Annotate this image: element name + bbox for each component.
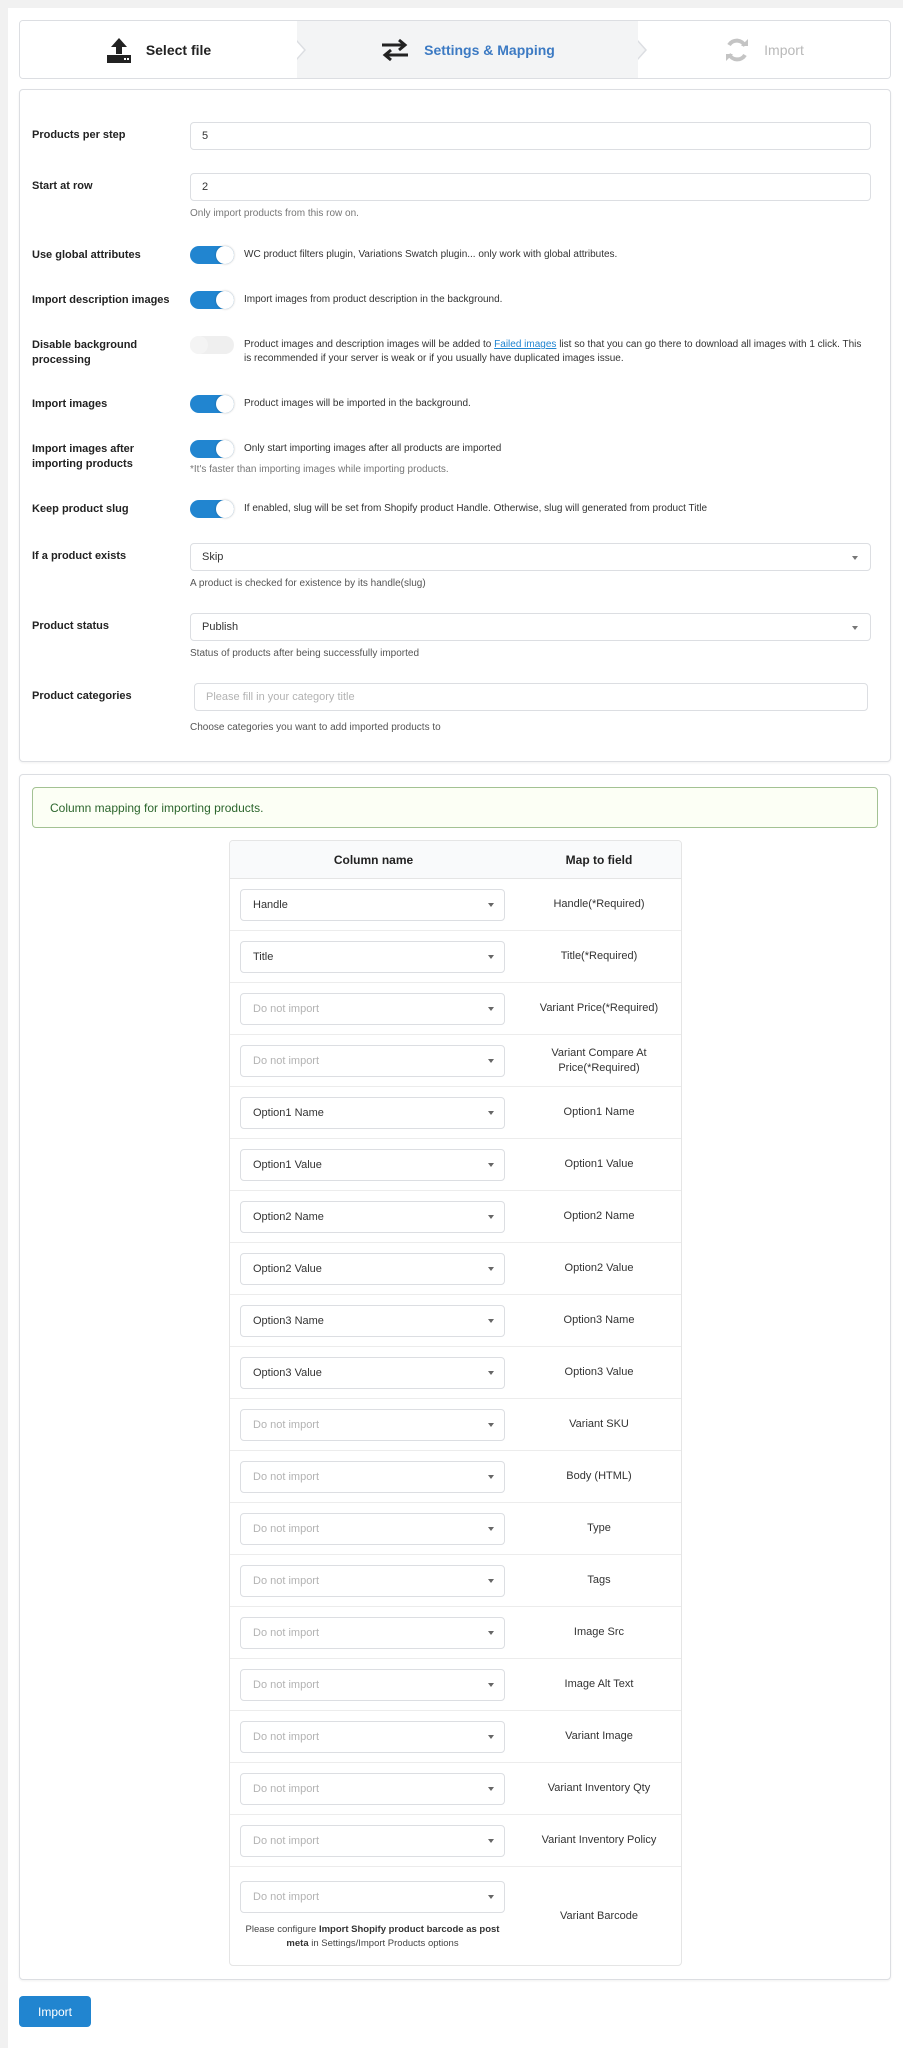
caret-down-icon bbox=[488, 1631, 494, 1635]
map-field-label: Variant Inventory Policy bbox=[541, 1834, 657, 1846]
help-text: Choose categories you want to add imported products to bbox=[190, 722, 441, 733]
step-label: Settings & Mapping bbox=[424, 41, 555, 58]
column-select[interactable] bbox=[240, 889, 505, 921]
column-select[interactable] bbox=[240, 1305, 505, 1337]
select-value: Do not import bbox=[253, 1782, 320, 1795]
setting-label: Import description images bbox=[32, 294, 170, 306]
column-select[interactable] bbox=[240, 1357, 505, 1389]
help-text: Status of products after being successfully imported bbox=[190, 648, 420, 659]
barcode-config-note bbox=[240, 1923, 505, 1951]
mapping-row bbox=[230, 1555, 681, 1607]
column-select[interactable] bbox=[240, 1773, 505, 1805]
caret-down-icon bbox=[488, 1787, 494, 1791]
setting-label: Use global attributes bbox=[32, 249, 141, 261]
setting-label: Keep product slug bbox=[32, 503, 129, 515]
step-select-file[interactable] bbox=[20, 21, 297, 78]
select-value: Do not import bbox=[253, 1002, 320, 1015]
input-placeholder: Please fill in your category title bbox=[206, 691, 355, 703]
toggle-description: If enabled, slug will be set from Shopify product Handle. Otherwise, slug will generated from product Title bbox=[244, 503, 708, 514]
setting-label: Start at row bbox=[32, 180, 93, 192]
caret-down-icon bbox=[488, 1371, 494, 1375]
column-select[interactable] bbox=[240, 1881, 505, 1913]
mapping-panel bbox=[19, 774, 891, 1980]
column-select[interactable] bbox=[240, 1461, 505, 1493]
mapping-row bbox=[230, 1659, 681, 1711]
desc-text: list so that you can go there to download all images with 1 click. This is recommended if your server is weak or if you usually have duplicated images issue. bbox=[244, 339, 862, 364]
toggle-description: WC product filters plugin, Variations Swatch plugin... only work with global attributes. bbox=[244, 249, 618, 260]
input-value: 5 bbox=[202, 130, 209, 142]
caret-down-icon bbox=[488, 1111, 494, 1115]
map-field-label: Option1 Name bbox=[563, 1106, 635, 1118]
import-button[interactable]: Import bbox=[19, 1996, 91, 2027]
mapping-table bbox=[229, 840, 682, 1966]
mapping-row bbox=[230, 1763, 681, 1815]
column-select[interactable] bbox=[240, 1617, 505, 1649]
mapping-row bbox=[230, 1399, 681, 1451]
caret-down-icon bbox=[488, 1059, 494, 1063]
mapping-row bbox=[230, 1087, 681, 1139]
help-text: Only import products from this row on. bbox=[190, 208, 359, 219]
step-import[interactable] bbox=[638, 21, 890, 78]
toggle-knob bbox=[190, 336, 208, 354]
select-value: Do not import bbox=[253, 1834, 320, 1847]
select-value: Do not import bbox=[253, 1522, 320, 1535]
mapping-row bbox=[230, 1451, 681, 1503]
map-field-label: Variant Image bbox=[565, 1730, 633, 1742]
map-field-label: Image Alt Text bbox=[564, 1678, 634, 1690]
select-value: Do not import bbox=[253, 1574, 320, 1587]
upload-icon bbox=[106, 37, 132, 63]
setting-label: If a product exists bbox=[32, 550, 127, 562]
caret-down-icon bbox=[488, 1683, 494, 1687]
map-field-label: Option1 Value bbox=[564, 1158, 634, 1170]
select-value: Option1 Value bbox=[253, 1158, 322, 1171]
toggle-description: Product images will be imported in the background. bbox=[244, 398, 471, 409]
map-field-label: Variant Inventory Qty bbox=[547, 1782, 651, 1794]
select-value: Skip bbox=[202, 551, 224, 563]
if-product-exists-select[interactable] bbox=[190, 543, 871, 571]
column-select[interactable] bbox=[240, 941, 505, 973]
caret-down-icon bbox=[488, 1579, 494, 1583]
keep-product-slug-toggle[interactable] bbox=[190, 500, 234, 518]
mapping-row bbox=[230, 1503, 681, 1555]
mapping-row bbox=[230, 1815, 681, 1867]
import-description-images-toggle[interactable] bbox=[190, 291, 234, 309]
import-images-after-toggle[interactable] bbox=[190, 440, 234, 458]
select-value: Do not import bbox=[253, 1418, 320, 1431]
mapping-info-message: Column mapping for importing products. bbox=[32, 787, 878, 828]
select-value: Do not import bbox=[253, 1678, 320, 1691]
header-map-to-field: Map to field bbox=[565, 852, 633, 867]
products-per-step-input[interactable] bbox=[190, 122, 871, 150]
desc-text: Product images and description images will be added to bbox=[244, 339, 495, 350]
step-settings-mapping[interactable] bbox=[297, 21, 638, 78]
caret-down-icon bbox=[488, 1475, 494, 1479]
import-steps bbox=[19, 20, 891, 79]
mapping-row bbox=[230, 1607, 681, 1659]
select-value: Publish bbox=[202, 621, 239, 633]
mapping-row bbox=[230, 1711, 681, 1763]
column-select[interactable] bbox=[240, 993, 505, 1025]
settings-panel bbox=[19, 89, 891, 762]
select-value: Option2 Name bbox=[253, 1210, 324, 1223]
setting-label: Products per step bbox=[32, 129, 126, 141]
map-field-label: Option3 Value bbox=[564, 1366, 634, 1378]
step-label: Select file bbox=[145, 41, 212, 58]
select-value: Do not import bbox=[253, 1470, 320, 1483]
product-categories-input[interactable] bbox=[194, 683, 868, 711]
select-value: Option2 Value bbox=[253, 1262, 322, 1275]
caret-down-icon bbox=[488, 1839, 494, 1843]
caret-down-icon bbox=[488, 1163, 494, 1167]
use-global-attributes-toggle[interactable] bbox=[190, 246, 234, 264]
caret-down-icon bbox=[488, 1267, 494, 1271]
toggle-description bbox=[244, 338, 871, 366]
column-select[interactable] bbox=[240, 1409, 505, 1441]
select-value: Option3 Value bbox=[253, 1366, 322, 1379]
import-images-toggle[interactable] bbox=[190, 395, 234, 413]
caret-down-icon bbox=[488, 903, 494, 907]
toggle-knob bbox=[216, 440, 234, 458]
mapping-row bbox=[230, 931, 681, 983]
toggle-knob bbox=[216, 291, 234, 309]
mapping-row bbox=[230, 983, 681, 1035]
toggle-knob bbox=[216, 246, 234, 264]
mapping-row bbox=[230, 1035, 681, 1087]
failed-images-link[interactable]: Failed images bbox=[494, 339, 557, 350]
note-bold-text: Import Shopify product barcode as post meta bbox=[286, 1924, 500, 1949]
sync-icon bbox=[724, 37, 750, 63]
help-text: A product is checked for existence by its handle(slug) bbox=[190, 578, 426, 589]
map-field-label: Option2 Value bbox=[564, 1262, 634, 1274]
column-select[interactable] bbox=[240, 1825, 505, 1857]
caret-down-icon bbox=[488, 1527, 494, 1531]
select-value: Do not import bbox=[253, 1730, 320, 1743]
mapping-rows bbox=[230, 879, 681, 1867]
map-field-label: Option3 Name bbox=[563, 1314, 635, 1326]
select-value: Do not import bbox=[253, 1891, 320, 1903]
caret-down-icon bbox=[488, 1319, 494, 1323]
chevron-right-icon bbox=[638, 40, 647, 60]
caret-down-icon bbox=[488, 1895, 494, 1899]
disable-background-processing-toggle[interactable] bbox=[190, 336, 234, 354]
column-select[interactable] bbox=[240, 1097, 505, 1129]
map-field-label: Variant Compare At Price(*Required) bbox=[551, 1046, 647, 1074]
column-select[interactable] bbox=[240, 1045, 505, 1077]
map-field-label: Variant SKU bbox=[569, 1418, 629, 1430]
select-value: Do not import bbox=[253, 1626, 320, 1639]
select-value: Handle bbox=[253, 898, 288, 911]
map-field-label: Tags bbox=[587, 1574, 611, 1586]
mapping-row bbox=[230, 879, 681, 931]
toggle-knob bbox=[216, 395, 234, 413]
chevron-right-icon bbox=[297, 40, 306, 60]
map-field-label: Variant Barcode bbox=[559, 1909, 639, 1922]
select-value: Option1 Name bbox=[253, 1106, 324, 1119]
map-field-label: Body (HTML) bbox=[566, 1470, 632, 1482]
column-select[interactable] bbox=[240, 1513, 505, 1545]
column-select[interactable] bbox=[240, 1253, 505, 1285]
caret-down-icon bbox=[488, 1423, 494, 1427]
map-field-label: Variant Price(*Required) bbox=[539, 1002, 659, 1014]
column-select[interactable] bbox=[240, 1669, 505, 1701]
toggle-description: Only start importing images after all products are imported bbox=[244, 443, 502, 454]
mapping-row-variant-barcode bbox=[230, 1867, 681, 1965]
exchange-icon bbox=[380, 38, 410, 62]
input-value: 2 bbox=[202, 181, 209, 193]
map-field-label: Title(*Required) bbox=[560, 950, 638, 962]
caret-down-icon bbox=[488, 1007, 494, 1011]
column-select[interactable] bbox=[240, 1565, 505, 1597]
start-at-row-input[interactable] bbox=[190, 173, 871, 201]
column-select[interactable] bbox=[240, 1149, 505, 1181]
map-field-label: Handle(*Required) bbox=[553, 898, 645, 910]
column-select[interactable] bbox=[240, 1721, 505, 1753]
caret-down-icon bbox=[488, 1735, 494, 1739]
column-select[interactable] bbox=[240, 1201, 505, 1233]
mapping-row bbox=[230, 1295, 681, 1347]
select-value: Title bbox=[253, 950, 274, 963]
header-column-name: Column name bbox=[333, 852, 414, 867]
note-text: in Settings/Import Products options bbox=[308, 1938, 459, 1949]
setting-label: Import images bbox=[32, 398, 108, 410]
map-field-label: Option2 Name bbox=[563, 1210, 635, 1222]
mapping-row bbox=[230, 1139, 681, 1191]
select-value: Do not import bbox=[253, 1054, 320, 1067]
step-label: Import bbox=[764, 41, 804, 58]
caret-down-icon bbox=[852, 626, 858, 630]
select-value: Option3 Name bbox=[253, 1314, 324, 1327]
mapping-table-header bbox=[230, 841, 681, 879]
toggle-knob bbox=[216, 500, 234, 518]
setting-label: Product categories bbox=[32, 690, 132, 702]
toggle-description: Import images from product description in the background. bbox=[244, 294, 503, 305]
mapping-row bbox=[230, 1191, 681, 1243]
map-field-label: Image Src bbox=[573, 1626, 625, 1638]
setting-label: Product status bbox=[32, 620, 110, 632]
help-text: *It's faster than importing images while importing products. bbox=[190, 464, 449, 475]
caret-down-icon bbox=[488, 1215, 494, 1219]
setting-label: Import images after importing products bbox=[32, 443, 135, 470]
setting-label: Disable background processing bbox=[32, 339, 138, 366]
map-field-label: Type bbox=[587, 1522, 611, 1534]
mapping-row bbox=[230, 1243, 681, 1295]
product-status-select[interactable] bbox=[190, 613, 871, 641]
mapping-row bbox=[230, 1347, 681, 1399]
note-text: Please configure bbox=[245, 1924, 319, 1935]
caret-down-icon bbox=[852, 556, 858, 560]
caret-down-icon bbox=[488, 955, 494, 959]
